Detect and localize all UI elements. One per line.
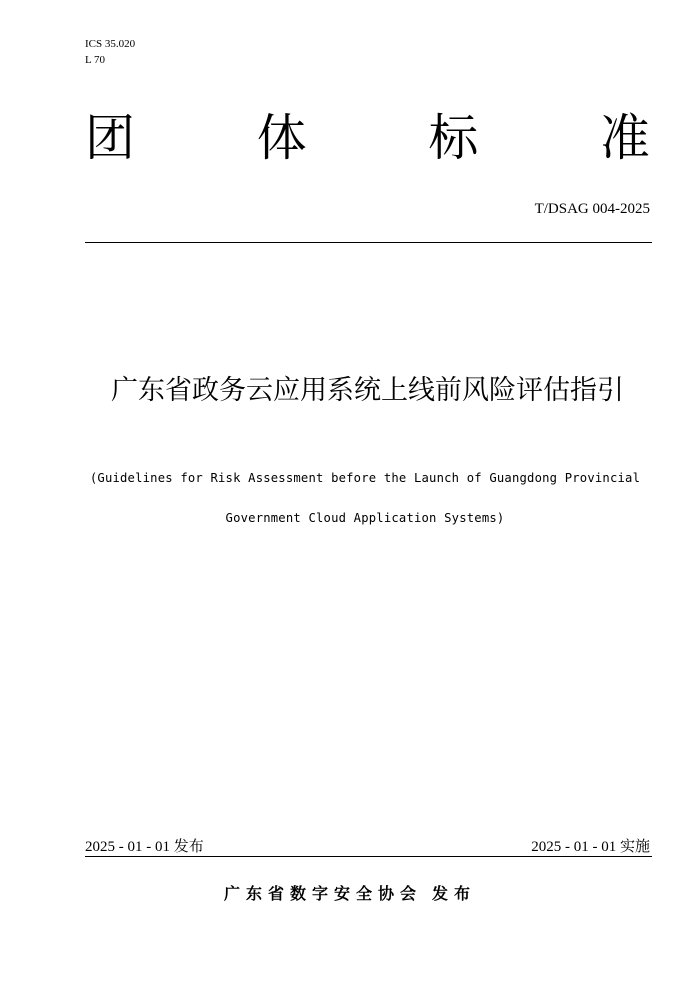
publisher-action: 发布: [432, 884, 477, 903]
document-type-char: 标: [428, 109, 479, 167]
classification-codes: [85, 36, 135, 68]
bottom-divider: [85, 856, 652, 857]
top-divider: [85, 242, 652, 243]
publisher-name: 广东省数字安全协会: [223, 884, 422, 903]
document-type-heading: [85, 108, 650, 168]
standard-number: T/DSAG 004-2025: [534, 201, 650, 217]
document-type-char: 团: [85, 109, 135, 167]
english-title-line: (Guidelines for Risk Assessment before the Launch of Guangdong Provincial: [89, 471, 641, 485]
ccs-code: L 70: [85, 54, 106, 66]
date-row: [85, 835, 650, 856]
implementation-date: 2025 - 01 - 01 实施: [531, 839, 650, 855]
release-date: 2025 - 01 - 01 发布: [85, 839, 204, 855]
publisher-line: [0, 881, 700, 904]
ics-code: ICS 35.020: [85, 38, 136, 50]
english-title: [70, 458, 660, 538]
document-type-char: 体: [256, 109, 307, 167]
chinese-title: 广东省政务云应用系统上线前风险评估指引: [111, 375, 624, 406]
english-title-line: Government Cloud Application Systems): [225, 511, 505, 525]
document-type-char: 准: [599, 109, 650, 167]
